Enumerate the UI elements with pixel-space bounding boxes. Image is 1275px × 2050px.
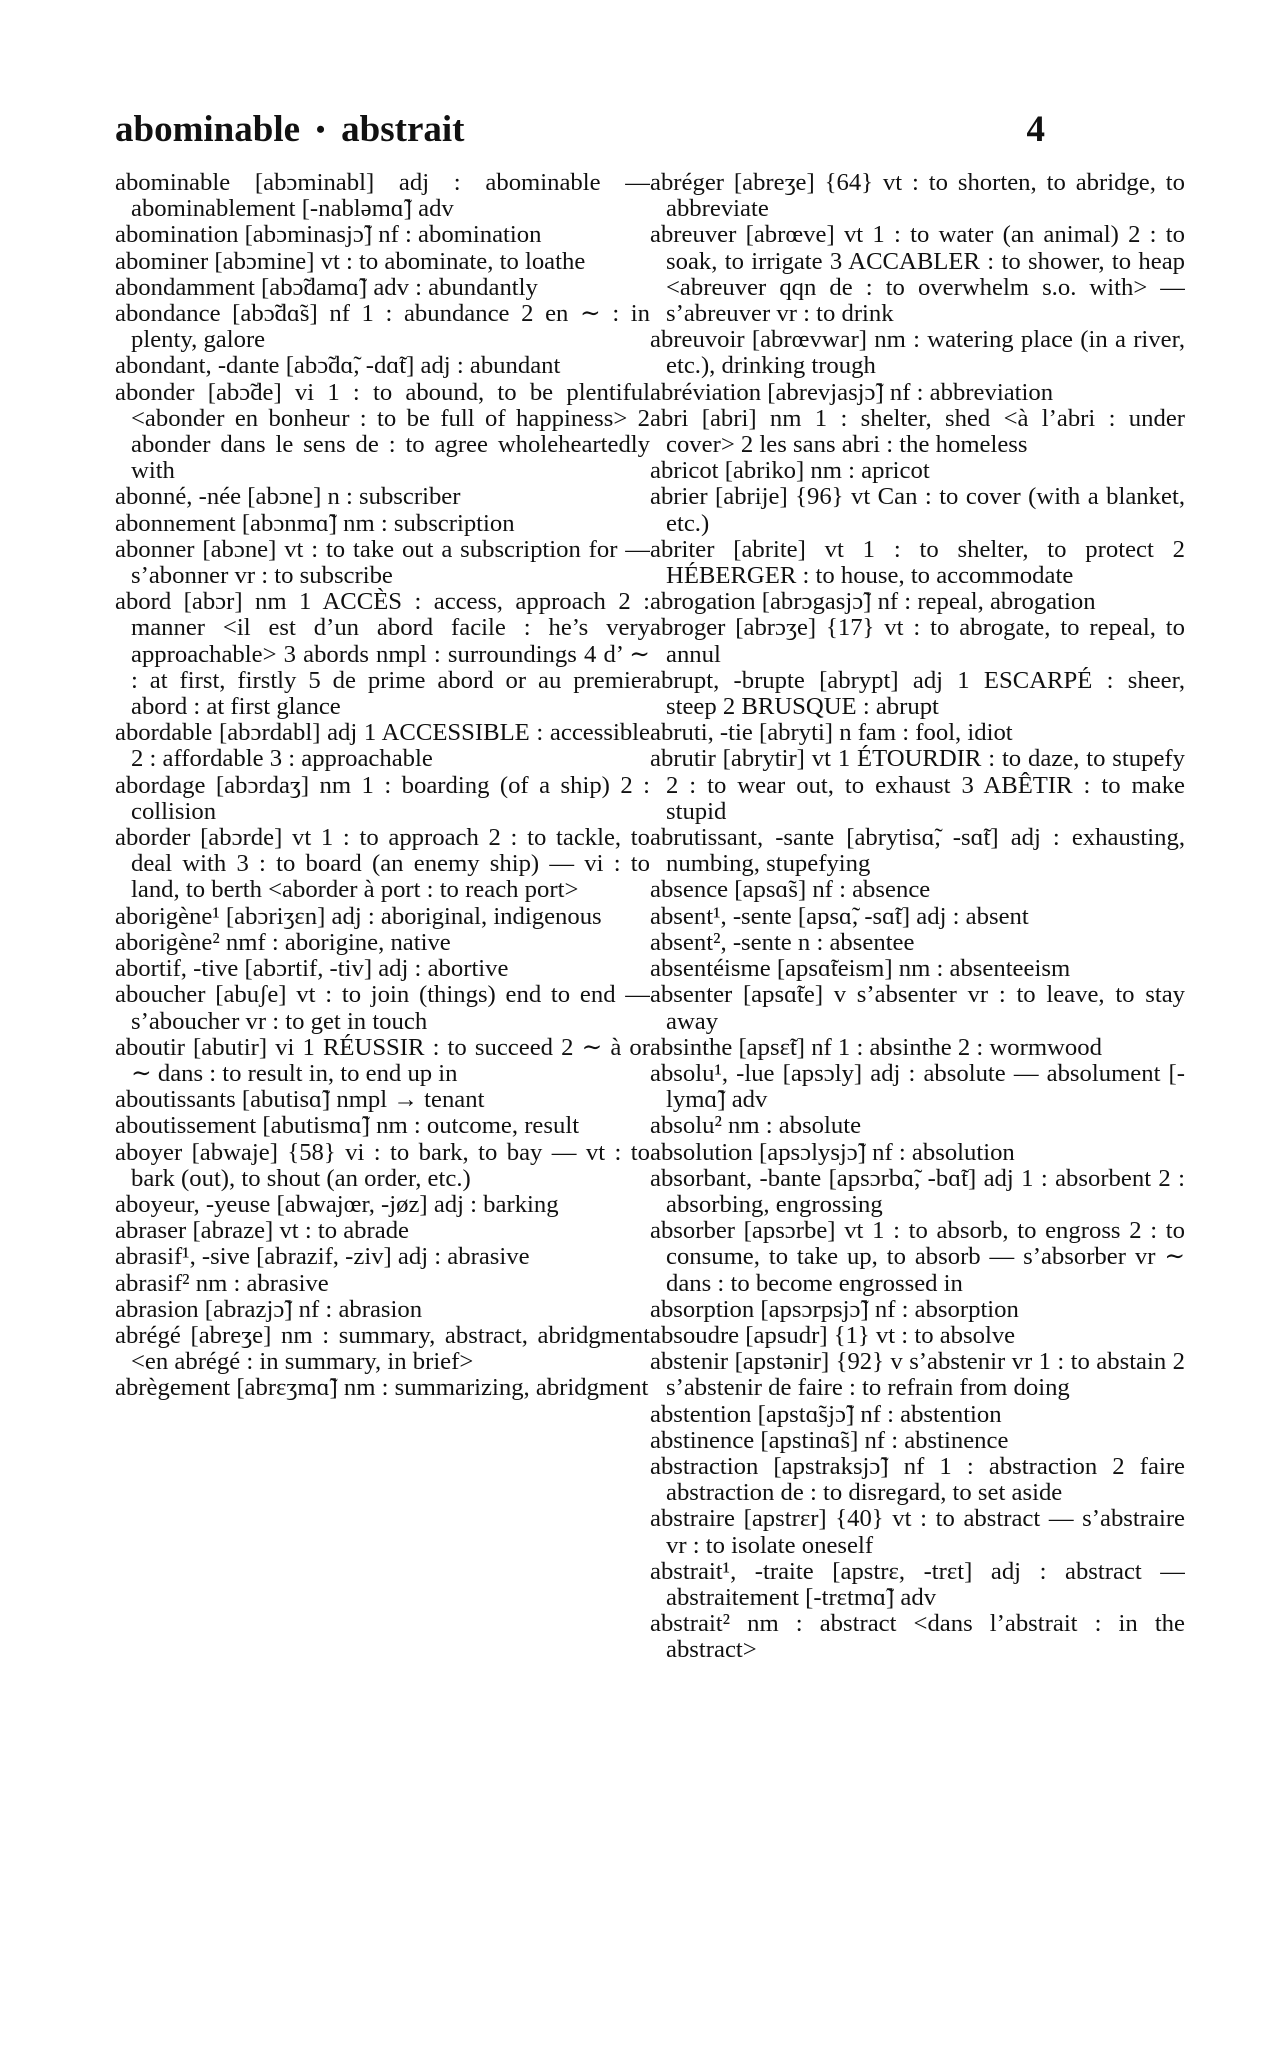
- dictionary-entry: [650, 1611, 1185, 1663]
- entry-text: absent², -sente n : absentee: [650, 928, 915, 956]
- entry-text: absenter [apsɑ̃te] v s’absenter vr : to leave, to stay away: [650, 981, 1185, 1035]
- dictionary-entry: [115, 537, 650, 589]
- entry-text: aborigène¹ [abɔriʒɛn] adj : aboriginal, indigenous: [115, 902, 602, 930]
- entry-text: abominable [abɔminabl] adj : abominable — abominablement [-nabləmɑ̃] adv: [115, 170, 650, 223]
- dictionary-entry: [650, 170, 1185, 222]
- entry-text: abondance [abɔ̃dɑ̃s] nf 1 : abundance 2 en ∼ : in plenty, galore: [115, 300, 650, 354]
- page-number: 4: [1026, 109, 1045, 150]
- entry-text: abrasion [abrazjɔ̃] nf : abrasion: [115, 1295, 423, 1323]
- dictionary-entry: [115, 170, 650, 222]
- entry-text: abri [abri] nm 1 : shelter, shed <à l’abri : under cover> 2 les sans abri : the homeless: [650, 404, 1185, 459]
- entry-text: aboyeur, -yeuse [abwajœr, -jøz] adj : barking: [115, 1190, 559, 1218]
- dictionary-entry: [650, 1140, 1185, 1166]
- dictionary-entry: [115, 1113, 650, 1139]
- dictionary-entry: [115, 380, 650, 485]
- entry-text: abréger [abreʒe] {64} vt : to shorten, to abridge, to abbreviate: [650, 170, 1185, 223]
- entry-text: abonder [abɔ̃de] vi 1 : to abound, to be plentiful <abonder en bonheur : to be full of happiness> 2 abonder dans le sens de : to agree wholeheartedly with: [115, 378, 650, 485]
- entry-text: abstinence [apstinɑ̃s] nf : abstinence: [650, 1426, 1009, 1454]
- dictionary-entry: [115, 1244, 650, 1270]
- dictionary-entry: [115, 1297, 650, 1323]
- dictionary-entry: [650, 1559, 1185, 1611]
- entry-text: aboutir [abutir] vi 1 RÉUSSIR : to succeed 2 ∼ à or ∼ dans : to result in, to end up in: [115, 1033, 650, 1087]
- dictionary-entry: [650, 1428, 1185, 1454]
- dictionary-entry: [650, 1166, 1185, 1218]
- entry-text: abreuver [abrœve] vt 1 : to water (an animal) 2 : to soak, to irrigate 3 ACCABLER : to shower, to heap <abreuver qqn de : to overwhelm s.o. with> — s’abreuver vr : to drink: [650, 221, 1185, 328]
- entry-text: abraser [abraze] vt : to abrade: [115, 1217, 410, 1245]
- dictionary-entry: [650, 1454, 1185, 1506]
- dictionary-entry: [650, 825, 1185, 877]
- dictionary-entry: [115, 1192, 650, 1218]
- dictionary-entry: [115, 1035, 650, 1087]
- left-column: [115, 170, 650, 1970]
- dictionary-entry: [650, 720, 1185, 746]
- right-column: [650, 170, 1185, 1970]
- guide-word-first: abominable: [115, 109, 301, 150]
- entry-text: abonner [abɔne] vt : to take out a subscription for — s’abonner vr : to subscribe: [115, 535, 650, 590]
- entry-text: abrier [abrije] {96} vt Can : to cover (with a blanket, etc.): [650, 483, 1185, 537]
- dictionary-entry: [650, 1218, 1185, 1297]
- entry-text: abstraction [apstraksjɔ̃] nf 1 : abstraction 2 faire abstraction de : to disregard, to set aside: [650, 1452, 1185, 1507]
- entry-text: abominer [abɔmine] vt : to abominate, to loathe: [115, 247, 586, 275]
- dictionary-entry: [115, 589, 650, 720]
- dictionary-entry: [650, 1323, 1185, 1349]
- entry-text: abstrait² nm : abstract <dans l’abstrait : in the abstract>: [650, 1610, 1185, 1664]
- entry-text: abrasif² nm : abrasive: [115, 1269, 329, 1297]
- entry-text: aboutissants [abutisɑ̃] nmpl → tenant: [115, 1086, 485, 1114]
- dictionary-entry: [115, 982, 650, 1034]
- dictionary-entry: [650, 982, 1185, 1034]
- dictionary-entry: [115, 301, 650, 353]
- entry-text: abondant, -dante [abɔ̃dɑ̃, -dɑ̃t] adj : abundant: [115, 352, 561, 380]
- dictionary-entry: [115, 353, 650, 379]
- dictionary-entry: [650, 1061, 1185, 1113]
- dictionary-entry: [115, 825, 650, 904]
- entry-text: aboyer [abwaje] {58} vi : to bark, to bay — vt : to bark (out), to shout (an order, etc.): [115, 1138, 650, 1192]
- entry-text: absorption [apsɔrpsjɔ̃] nf : absorption: [650, 1295, 1019, 1323]
- entry-text: abrutir [abrytir] vt 1 ÉTOURDIR : to daze, to stupefy 2 : to wear out, to exhaust 3 ABÊTIR : to make stupid: [650, 745, 1185, 825]
- entry-text: abriter [abrite] vt 1 : to shelter, to protect 2 HÉBERGER : to house, to accommodate: [650, 535, 1185, 590]
- dictionary-entry: [115, 720, 650, 772]
- dictionary-entry: [650, 615, 1185, 667]
- entry-text: abrupt, -brupte [abrypt] adj 1 ESCARPÉ : sheer, steep 2 BRUSQUE : abrupt: [650, 666, 1185, 721]
- dictionary-entry: [650, 746, 1185, 825]
- entry-text: aborder [abɔrde] vt 1 : to approach 2 : to tackle, to deal with 3 : to board (an enemy ship) — vi : to land, to berth <aborder à port : to reach port>: [115, 824, 650, 904]
- dictionary-entry: [115, 275, 650, 301]
- entry-text: absolu¹, -lue [apsɔly] adj : absolute — absolument [-lymɑ̃] adv: [650, 1059, 1185, 1114]
- dictionary-entry: [650, 877, 1185, 903]
- entry-text: abstrait¹, -traite [apstrɛ, -trɛt] adj : abstract — abstraitement [-trɛtmɑ̃] adv: [650, 1557, 1185, 1611]
- dictionary-entry: [650, 380, 1185, 406]
- entry-text: abricot [abriko] nm : apricot: [650, 457, 930, 485]
- entry-text: abonnement [abɔnmɑ̃] nm : subscription: [115, 509, 515, 537]
- entry-text: absoudre [apsudr] {1} vt : to absolve: [650, 1321, 1016, 1349]
- entry-text: abstention [apstɑ̃sjɔ̃] nf : abstention: [650, 1400, 1002, 1428]
- dictionary-entry: [650, 406, 1185, 458]
- dictionary-entry: [650, 668, 1185, 720]
- entry-text: abreuvoir [abrœvwar] nm : watering place (in a river, etc.), drinking trough: [650, 326, 1185, 380]
- dictionary-entry: [650, 930, 1185, 956]
- entry-text: abomination [abɔminasjɔ̃] nf : abomination: [115, 221, 542, 249]
- dictionary-entry: [650, 904, 1185, 930]
- entry-text: abondamment [abɔ̃damɑ̃] adv : abundantly: [115, 273, 538, 301]
- entry-text: abordage [abɔrdaʒ] nm 1 : boarding (of a ship) 2 : collision: [115, 771, 650, 825]
- dictionary-entry: [650, 1506, 1185, 1558]
- dictionary-entry: [115, 1218, 650, 1244]
- dictionary-entry: [650, 458, 1185, 484]
- entry-text: abortif, -tive [abɔrtif, -tiv] adj : abortive: [115, 955, 509, 983]
- entry-text: abstraire [apstrɛr] {40} vt : to abstract — s’abstraire vr : to isolate oneself: [650, 1505, 1185, 1559]
- guide-words: [115, 105, 464, 158]
- entry-text: aborigène² nmf : aborigine, native: [115, 928, 451, 956]
- entry-text: absence [apsɑ̃s] nf : absence: [650, 876, 931, 904]
- entry-text: abroger [abrɔʒe] {17} vt : to abrogate, to repeal, to annul: [650, 614, 1185, 668]
- dictionary-entry: [115, 773, 650, 825]
- entry-text: absinthe [apsɛ̃t] nf 1 : absinthe 2 : wormwood: [650, 1033, 1102, 1061]
- entry-text: abréviation [abrevjasjɔ̃] nf : abbreviation: [650, 378, 1054, 406]
- entry-text: abordable [abɔrdabl] adj 1 ACCESSIBLE : accessible 2 : affordable 3 : approachable: [115, 719, 650, 773]
- entry-text: absorbant, -bante [apsɔrbɑ̃, -bɑ̃t] adj 1 : absorbent 2 : absorbing, engrossing: [650, 1164, 1185, 1218]
- entry-text: abrasif¹, -sive [abrazif, -ziv] adj : abrasive: [115, 1243, 530, 1271]
- dictionary-entry: [115, 249, 650, 275]
- dictionary-entry: [115, 1375, 650, 1401]
- dictionary-entry: [650, 484, 1185, 536]
- entry-text: absolu² nm : absolute: [650, 1112, 862, 1140]
- running-header: [115, 105, 1045, 155]
- entry-text: abruti, -tie [abryti] n fam : fool, idiot: [650, 719, 1013, 747]
- dictionary-entry: [115, 904, 650, 930]
- entry-text: abonné, -née [abɔne] n : subscriber: [115, 483, 461, 511]
- entry-text: abord [abɔr] nm 1 ACCÈS : access, approach 2 : manner <il est d’un abord facile : he’s very approachable> 3 abords nmpl : surroundings 4 d’ ∼ : at first, firstly 5 de prime abord or au premier abord : at first glance: [115, 588, 650, 721]
- dictionary-entry: [650, 222, 1185, 327]
- guide-word-separator: •: [316, 115, 326, 144]
- dictionary-entry: [115, 1271, 650, 1297]
- entry-text: aboutissement [abutismɑ̃] nm : outcome, result: [115, 1112, 580, 1140]
- dictionary-entry: [115, 1087, 650, 1113]
- guide-word-last: abstrait: [341, 109, 465, 150]
- dictionary-entry: [650, 589, 1185, 615]
- dictionary-entry: [115, 511, 650, 537]
- entry-text: abrègement [abrɛʒmɑ̃] nm : summarizing, abridgment: [115, 1374, 649, 1402]
- entry-text: abrutissant, -sante [abrytisɑ̃, -sɑ̃t] adj : exhausting, numbing, stupefying: [650, 824, 1185, 878]
- dictionary-entry: [650, 1402, 1185, 1428]
- dictionary-entry: [115, 956, 650, 982]
- entry-text: abrégé [abreʒe] nm : summary, abstract, abridgment <en abrégé : in summary, in brief>: [115, 1321, 650, 1376]
- entry-text: absentéisme [apsɑ̃teism] nm : absenteeism: [650, 955, 1071, 983]
- dictionary-entry: [115, 930, 650, 956]
- dictionary-entry: [115, 1323, 650, 1375]
- dictionary-entry: [115, 222, 650, 248]
- entry-text: abrogation [abrɔgasjɔ̃] nf : repeal, abrogation: [650, 588, 1096, 616]
- entry-text: absorber [apsɔrbe] vt 1 : to absorb, to engross 2 : to consume, to take up, to absorb — s’absorber vr ∼ dans : to become engrossed in: [650, 1217, 1185, 1297]
- entry-text: abstenir [apstənir] {92} v s’abstenir vr 1 : to abstain 2 s’abstenir de faire : to refrain from doing: [650, 1348, 1185, 1402]
- dictionary-entry: [650, 327, 1185, 379]
- dictionary-entry: [650, 956, 1185, 982]
- dictionary-entry: [650, 1113, 1185, 1139]
- dictionary-entry: [650, 537, 1185, 589]
- dictionary-entry: [115, 1140, 650, 1192]
- entry-text: absent¹, -sente [apsɑ̃, -sɑ̃t] adj : absent: [650, 902, 1029, 930]
- dictionary-entry: [115, 484, 650, 510]
- entry-text: aboucher [abuʃe] vt : to join (things) end to end — s’aboucher vr : to get in touch: [115, 981, 650, 1035]
- dictionary-entry: [650, 1297, 1185, 1323]
- dictionary-entry: [650, 1035, 1185, 1061]
- dictionary-entry: [650, 1349, 1185, 1401]
- entry-text: absolution [apsɔlysjɔ̃] nf : absolution: [650, 1138, 1015, 1166]
